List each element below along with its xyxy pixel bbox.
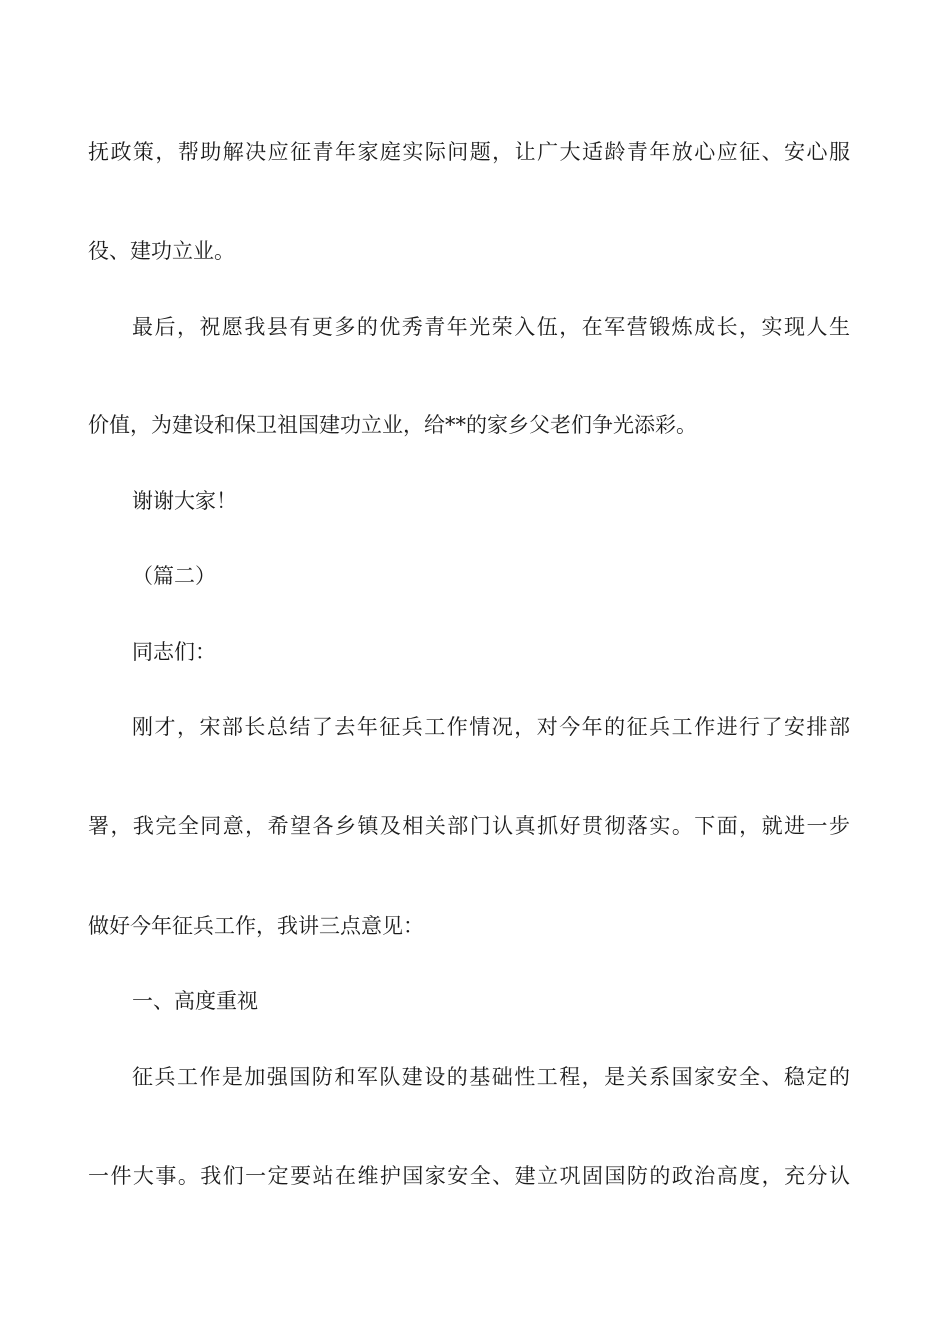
- salutation: 同志们：: [132, 640, 216, 664]
- section-heading: （篇二）: [132, 564, 216, 588]
- paragraph-line: 刚才，宋部长总结了去年征兵工作情况，对今年的征兵工作进行了安排部: [132, 715, 850, 739]
- paragraph-line: 役、建功立业。: [88, 239, 235, 263]
- paragraph-line: 价值，为建设和保卫祖国建功立业，给**的家乡父老们争光添彩。: [88, 413, 697, 437]
- paragraph-line: 做好今年征兵工作，我讲三点意见：: [88, 914, 424, 938]
- subheading: 一、高度重视: [132, 989, 258, 1013]
- paragraph-line: 署，我完全同意，希望各乡镇及相关部门认真抓好贯彻落实。下面，就进一步: [88, 814, 850, 838]
- paragraph-line: 征兵工作是加强国防和军队建设的基础性工程，是关系国家安全、稳定的: [132, 1065, 850, 1089]
- paragraph-line: 最后，祝愿我县有更多的优秀青年光荣入伍，在军营锻炼成长，实现人生: [132, 315, 850, 339]
- paragraph-line: 一件大事。我们一定要站在维护国家安全、建立巩固国防的政治高度，充分认: [88, 1164, 850, 1188]
- paragraph-line: 谢谢大家！: [132, 489, 237, 513]
- paragraph-line: 抚政策，帮助解决应征青年家庭实际问题，让广大适龄青年放心应征、安心服: [88, 140, 850, 164]
